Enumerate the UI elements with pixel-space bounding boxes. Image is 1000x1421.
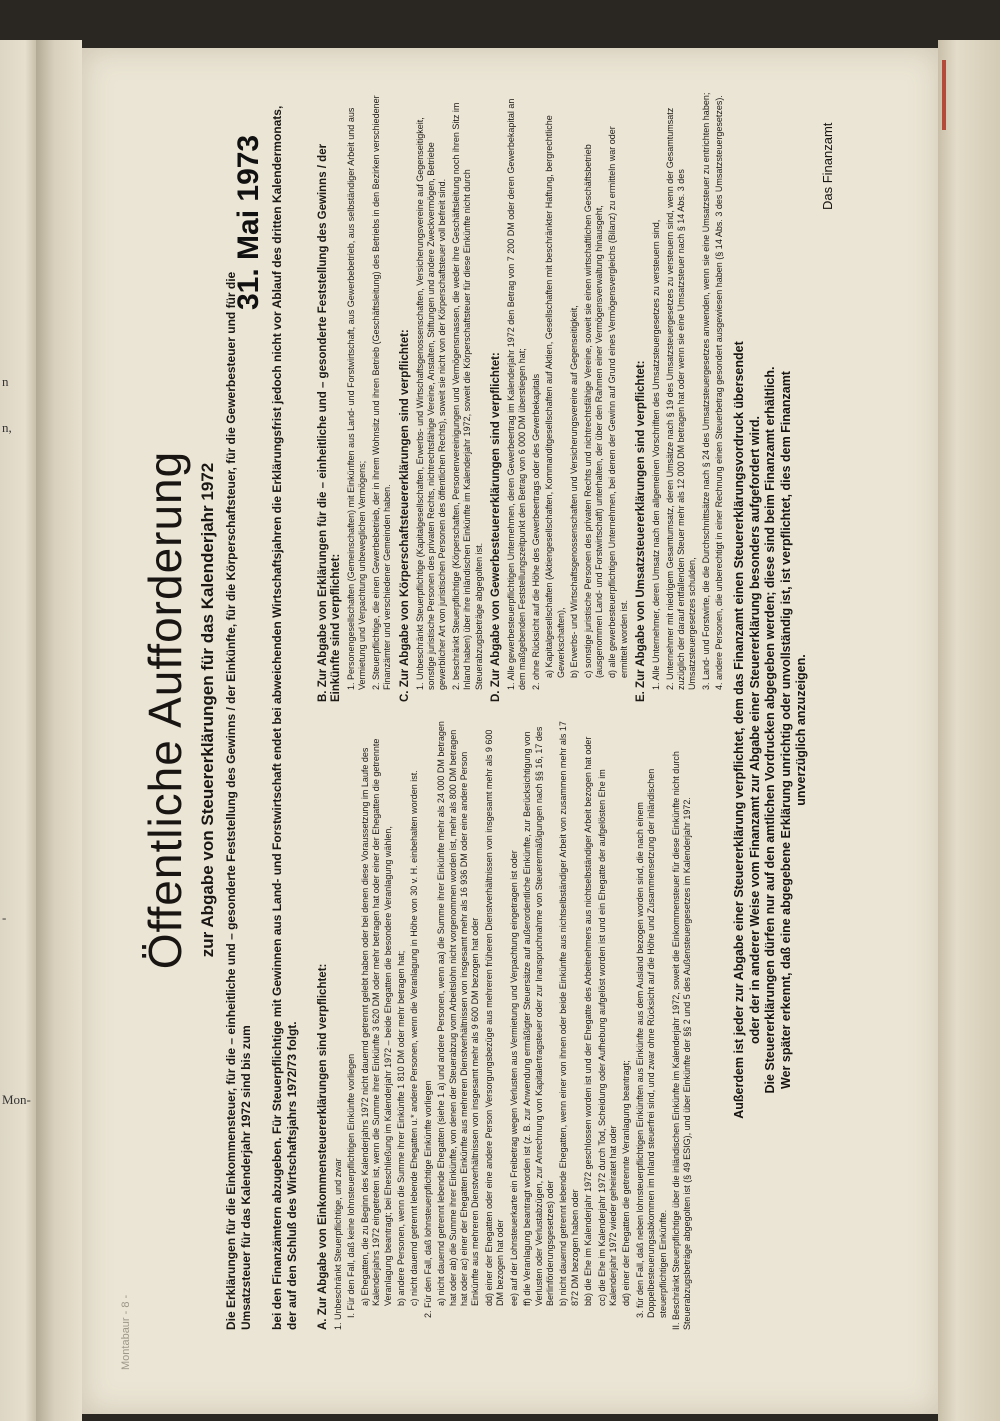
rotated-notice xyxy=(120,70,880,1370)
section-a-item: 1. Unbeschränkt Steuerpflichtige, und zwar xyxy=(333,1158,343,1330)
deadline-date: 31. Mai 1973 xyxy=(232,134,265,310)
section-a-item: dd) einer der Ehegatten die getrennte Veranlagung beantragt; xyxy=(621,1060,632,1306)
section-a-item: cc) die Ehe im Kalenderjahr 1972 durch Tod, Scheidung oder Aufhebung aufgelöst worden ist und ein Ehegatte der aufgelösten Ehe im Kalenderjahr 1972 wieder geheiratet hat oder xyxy=(596,769,618,1306)
closing-line: oder der in anderer Weise vom Finanzamt zur Abgabe einer Steuererklärung besonders aufgefordert wird. xyxy=(747,416,762,1044)
section-c-heading: C. Zur Abgabe von Körperschaftsteuererklärungen sind verpflichtet: xyxy=(398,329,411,702)
section-a-item: dd) einer der Ehegatten oder eine andere Person Versorgungsbezüge aus mehreren früheren Dienstverhältnissen von insgesamt mehr als 9 600 DM bezogen hat oder xyxy=(483,729,506,1306)
section-a-item: c) nicht dauernd getrennt lebende Ehegatten u.* andere Personen, wenn die Veranlagung in Höhe von 30 v. H. einbehalten worden ist. xyxy=(409,770,420,1306)
section-d-item: 2. ohne Rücksicht auf die Höhe des Gewerbeertrags oder des Gewerbekapitals xyxy=(530,373,541,690)
section-a-item: I. Für den Fall, daß keine lohnsteuerpflichtigen Einkünfte vorliegen xyxy=(346,1053,357,1318)
section-a-item: II. Beschränkt Steuerpflichtige über die inländischen Einkünfte im Kalenderjahr 1972, soweit die Einkommensteuer für diese Einkünfte nicht durch Steuerabzugsbeträge abgegolten ist (§ 49 ESIG), und über Einkünfte der §§ 2 und 5 des Außensteuergesetzes im Kalenderjahr 1972. xyxy=(670,751,693,1330)
section-b-item: 1. Personengesellschaften (Gemeinschaften) mit Einkünften aus Land- und Forstwirtschaft, aus Gewerbebetrieb, aus selbständiger Arbeit und aus Vermietung und Verpachtung unbeweglichen Vermögens; xyxy=(346,107,368,690)
edge-fragment: n xyxy=(2,374,9,389)
edge-fragment: n, xyxy=(2,420,12,435)
signature: Das Finanzamt xyxy=(820,122,835,210)
left-column xyxy=(312,720,696,1330)
section-e-item: 4. andere Personen, die unberechtigt in einer Rechnung einen Steuerbetrag gesondert ausgewiesen haben (§ 14 Abs. 3 des Umsatzsteuergesetzes). xyxy=(714,95,725,690)
section-a-item: 2. Für den Fall, daß lohnsteuerpflichtige Einkünfte vorliegen xyxy=(422,1080,433,1318)
section-b-heading: B. Zur Abgabe von Erklärungen für die – einheitliche und – gesonderte Feststellung des Gewinns / der Einkünfte sind verpflichtet: xyxy=(317,143,342,702)
binder-strip xyxy=(938,40,1000,1421)
section-a-item: a) Ehegatten, die zu Beginn des Kalenderjahrs 1972 nicht dauernd getrennt gelebt haben oder bei denen diese Voraussetzung im Laufe des Kalenderjahrs 1972 eingetreten ist, wenn die Summe ihrer Einkünfte 3 620 DM oder mehr betragen hat oder einer der Ehegatten die getrennte Veranlagung beantragt; bei Eheschließung im Kalenderjahr 1972 – beide Ehegatten die besondere Veranlagung wählen, xyxy=(359,738,393,1306)
closing-line: unverzüglich anzuzeigen. xyxy=(794,654,808,806)
closing-line: Wer später erkennt, daß eine abgegebene Erklärung unrichtig oder unvollständig ist, ist verpflichtet, dies dem Finanzamt xyxy=(778,371,793,1089)
notice-intro: Die Erklärungen für die Einkommensteuer, für die – einheitliche und – gesonderte Feststellung des Gewinns / der Einkünfte, für die Körperschaftsteuer, für die Gewerbesteuer und für die Umsatzsteuer für das Kalenderjahr 1972 sind bis zum xyxy=(224,271,253,1330)
notice-subtitle: zur Abgabe von Steuererklärungen für das Kalenderjahr 1972 xyxy=(198,462,217,958)
section-e-item: 1. Alle Unternehmer, deren Umsatz nach den allgemeinen Vorschriften des Umsatzsteuergesetzes zu versteuern sind, xyxy=(651,219,662,690)
section-e-heading: E. Zur Abgabe von Umsatzsteuererklärungen sind verpflichtet: xyxy=(635,360,648,702)
closing-line: Außerdem ist jeder zur Abgabe einer Steuererklärung verpflichtet, dem das Finanzamt einen Steuererklärungsvordruck übersendet xyxy=(732,341,746,1119)
page-header-marker: Montabaur - 8 - xyxy=(120,1294,132,1370)
section-b-item: 2. Steuerpflichtige, die einen Gewerbebetrieb, der in ihrem Wohnsitz und ihren Betrieb (Geschäftsleitung) des Betriebs in den Bezirken verschiedener Finanzämter und verschiedener Gemeinden haben. xyxy=(370,95,393,690)
section-c-item: 1. Unbeschränkt Steuerpflichtige (Kapitalgesellschaften, Erwerbs- und Wirtschaftsgenossenschaften, Versicherungsvereine auf Gegenseitigkeit, sonstige juristische Personen des privaten Rechts, nichtrechtsfähige Vereine, Anstalten, Stiftungen und andere Zweckvermögen, Betriebe gewerblicher Art von juristischen Personen des öffentlichen Rechts), soweit sie nicht von der Körperschaftsteuer voll befreit sind. xyxy=(414,117,448,690)
page-gutter xyxy=(36,40,82,1421)
section-a-item: 3. für den Fall, daß neben lohnsteuerpflichtigen Einkünften aus Einkünfte aus dem Ausland bezogen worden sind, die nach einem Doppelbesteuerungsabkommen im Inland steuerfrei sind, und zwar ohne Rücksicht auf die Höhe und Zusammensetzung der inländischen steuerpflichtigen Einkünfte. xyxy=(634,768,668,1318)
section-a-item: bb) die Ehe im Kalenderjahr 1972 geschlossen worden ist und der Ehegatte des Arbeitnehmers aus nichtselbständiger Arbeit bezogen hat oder xyxy=(583,736,594,1306)
edge-fragment: Mon- xyxy=(2,1092,31,1107)
section-a-item: b) nicht dauernd getrennt lebende Ehegatten, wenn einer von ihnen oder beide Einkünfte aus nichtselbständiger Arbeit von zusammen mehr als 17 872 DM bezogen haben oder xyxy=(558,721,580,1306)
left-facing-page-edge xyxy=(0,40,36,1421)
section-d-item: b) Erwerbs- und Wirtschaftsgenossenschaften und Versicherungsvereine auf Gegenseitigkeit, xyxy=(569,305,580,678)
section-d-item: c) sonstige juristische Personen des privaten Rechts und nichtrechtsfähige Vereine, soweit sie einen wirtschaftlichen Geschäftsbetrieb (ausgenommen Land- und Forstwirtschaft) unterhalten, der über den Rahmen einer Vermögensverwaltung hinausgeht, xyxy=(582,144,604,678)
binder-red-mark xyxy=(942,60,946,130)
edge-fragment: - xyxy=(2,910,7,925)
section-a-item: b) andere Personen, wenn die Summe ihrer Einkünfte 1 810 DM oder mehr betragen hat; xyxy=(396,950,407,1306)
section-e-item: 3. Land- und Forstwirte, die die Durchschnittsätze nach § 24 des Umsatzsteuergesetzes anwenden, wenn sie eine Umsatzsteuer zu entrichten haben; xyxy=(700,92,711,690)
section-a-item: ff) die Veranlagung beantragt worden ist (z. B. zur Anwendung ermäßigter Steuersätze auf außerordentliche Einkünfte, zur Berücksichtigung von Verlusten oder Verlustabzügen, zur Anrechnung von Kapitalertragsteuer oder zur Inanspruchnahme von Steuerermäßigungen nach §§ 16, 17 des Berlinförderungsgesetzes) oder xyxy=(522,726,555,1306)
section-a-item: ee) auf der Lohnsteuerkarte ein Freibetrag wegen Verlusten aus Vermietung und Verpachtung eingetragen ist oder xyxy=(508,850,519,1306)
section-a-heading: A. Zur Abgabe von Einkommensteuererklärungen sind verpflichtet: xyxy=(317,963,329,1330)
section-d-heading: D. Zur Abgabe von Gewerbesteuererklärungen sind verpflichtet: xyxy=(490,352,503,702)
section-c-item: 2. beschränkt Steuerpflichtige (Körperschaften, Personenvereinigungen und Vermögensmassen, die weder ihre Geschäftsleitung noch ihren Sitz im Inland haben) über ihre inländischen Einkünfte im Kalenderjahr 1972, soweit die Körperschaftsteuer für diese Einkünfte nicht durch Steuerabzugsbeträge abgegolten ist. xyxy=(450,102,484,690)
notice-title: Öffentliche Aufforderung xyxy=(139,450,191,970)
section-d-item: a) Kapitalgesellschaften (Aktiengesellschaften, Kommanditgesellschaften auf Aktien, Gesellschaften mit beschränkter Haftung, bergrechtliche Gewerkschaften), xyxy=(544,115,566,678)
section-d-item: d) alle gewerbesteuerpflichtigen Unternehmen, bei denen der Gewinn auf Grund eines Vermögensvergleichs (Bilanz) zu ermitteln war oder ermittelt worden ist. xyxy=(607,126,629,678)
section-d-item: 1. Alle gewerbesteuerpflichtigen Unternehmen, deren Gewerbeertrag im Kalenderjahr 1972 den Betrag von 7 200 DM oder deren Gewerbekapital an dem maßgebenden Feststellungszeitpunkt den Betrag von 6 000 DM überstiegen hat; xyxy=(506,98,528,690)
section-e-item: 2. Unternehmer mit niedrigem Gesamtumsatz, deren Umsätze nach § 19 des Umsatzsteuergesetzes zu versteuern sind, wenn der Gesamtumsatz zuzüglich der darauf entfallenden Steuer mehr als 12 000 DM betragen hat oder wenn sie eine Umsatzsteuer nach § 14 Abs. 3 des Umsatzsteuergesetzes schulden, xyxy=(664,107,698,690)
notice-intro-continued: bei den Finanzämtern abzugeben. Für Steuerpflichtige mit Gewinnen aus Land- und Forstwirtschaft endet bei abweichenden Wirtschaftsjahren die Erklärungsfrist jedoch nicht vor Ablauf des dritten Kalendermonats, der auf den Schluß des Wirtschaftsjahrs 1972/73 folgt. xyxy=(270,105,299,1330)
right-column xyxy=(312,92,728,702)
section-a-item: a) nicht dauernd getrennt lebende Ehegatten (siehe 1 a) und andere Personen, wenn aa) die Summe ihrer Einkünfte mehr als 24 000 DM betragen hat oder ab) die Summe ihrer Einkünfte, von denen der Steuerabzug vom Arbeitslohn nicht vorgenommen worden ist, mehr als 800 DM betragen hat oder ac) einer der Ehegatten Einkünfte aus mehreren Dienstverhältnissen von insgesamt mehr als 16 936 DM oder eine andere Person Einkünfte aus mehreren Dienstverhältnissen von insgesamt mehr als 9 600 DM bezogen hat oder xyxy=(436,721,481,1306)
closing-paragraph xyxy=(732,130,810,1330)
closing-line: Die Steuererklärungen dürfen nur auf den amtlichen Vordrucken abgegeben werden; diese sind beim Finanzamt erhältlich. xyxy=(763,366,777,1094)
